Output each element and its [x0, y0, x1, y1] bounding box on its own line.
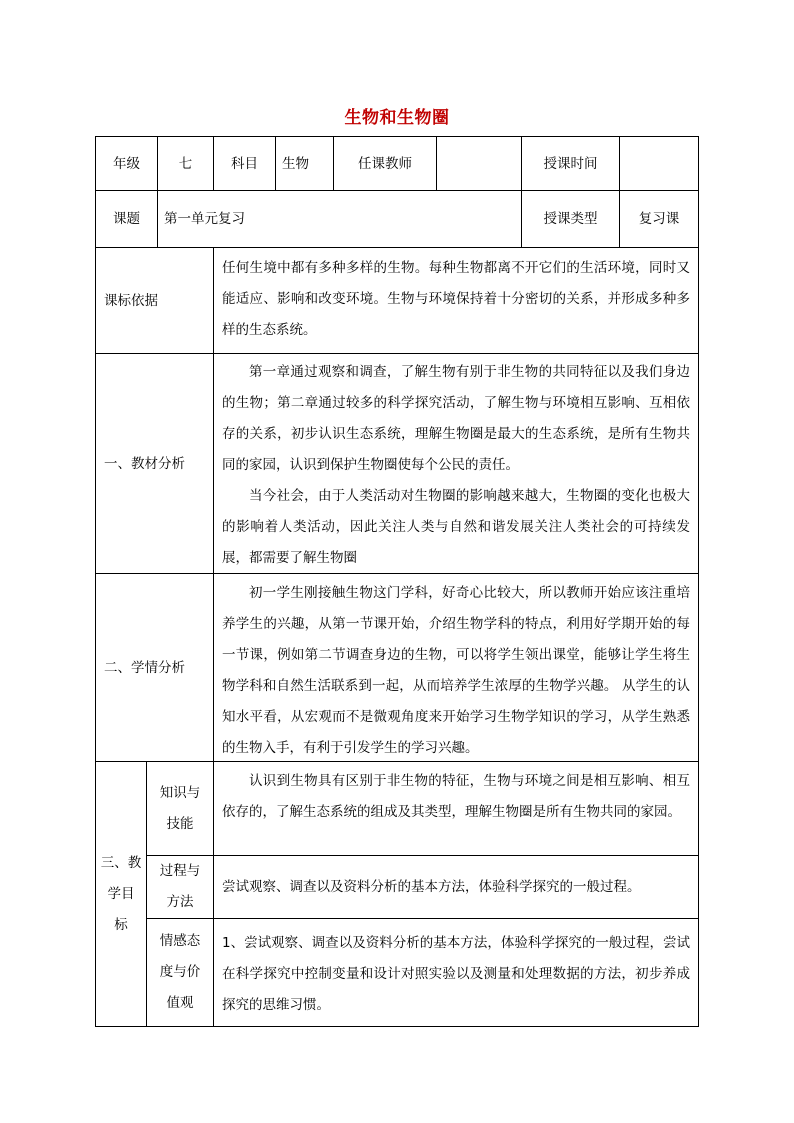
standard-text: 任何生境中都有多种多样的生物。每种生物都离不开它们的生活环境，同时又能适应、影响和改变环境。生物与环境保持着十分密切的关系，并形成多种多样的生态系统。	[222, 260, 690, 338]
teacher-value	[436, 136, 522, 191]
process-text: 尝试观察、调查以及资料分析的基本方法，体验科学探究的一般过程。	[222, 879, 641, 895]
emotion-label-line-2: 度与价	[159, 964, 201, 980]
material-paragraph-1: 第一章通过观察和调查，了解生物有别于非生物的共同特征以及我们身边的生物；第二章通过较多的科学探究活动，了解生物与环境相互影响、互相依存的关系，初步认识生态系统，理解生物圈是最大的生态系统，是所有生物共同的家园，认识到保护生物圈使每个公民的责任。	[222, 364, 690, 473]
time-label: 授课时间	[521, 136, 620, 191]
time-value	[619, 136, 699, 191]
emotion-label-line-3: 值观	[166, 995, 194, 1011]
material-paragraph-2: 当今社会，由于人类活动对生物圈的影响越来越大，生物圈的变化也极大的影响着人类活动，因此关注人类与自然和谐发展关注人类社会的可持续发展，都需要了解生物圈	[222, 488, 690, 566]
grade-label: 年级	[95, 136, 158, 191]
topic-label: 课题	[95, 190, 158, 248]
goals-label-line-2: 学目	[107, 885, 135, 902]
subject-label: 科目	[213, 136, 276, 191]
goals-label	[95, 761, 147, 1027]
teacher-label: 任课教师	[333, 136, 437, 191]
students-text: 初一学生刚接触生物这门学科，好奇心比较大，所以教师开始应该注重培养学生的兴趣，从第一节课开始，介绍生物学科的特点，利用好学期开始的每一节课，例如第二节调查身边的生物，可以将学生领出课堂，能够让学生将生物学科和自然生活联系到一起，从而培养学生浓厚的生物学兴趣。 从学生的认知水平看，从宏观而不是微观角度来开始学习生物学知识的学习，从学生熟悉的生物入手，有利于引发学生的学习兴趣。	[222, 585, 690, 756]
students-label: 二、学情分析	[95, 573, 214, 762]
process-label-line-1: 过程与	[159, 863, 201, 879]
type-label: 授课类型	[521, 190, 620, 248]
knowledge-label	[146, 761, 214, 856]
goals-label-line-1: 三、教	[100, 854, 142, 871]
process-label-line-2: 方法	[166, 894, 194, 910]
emotion-label	[146, 918, 214, 1027]
page-title: 生物和生物圈	[344, 108, 450, 128]
goals-label-line-3: 标	[114, 916, 128, 933]
topic-value: 第一单元复习	[157, 190, 522, 248]
emotion-label-line-1: 情感态	[159, 933, 201, 949]
type-value: 复习课	[619, 190, 699, 248]
emotion-cell	[213, 918, 699, 1027]
standard-cell	[213, 247, 699, 354]
knowledge-cell	[213, 761, 699, 856]
lesson-plan-table	[95, 136, 699, 1027]
knowledge-text: 认识到生物具有区别于非生物的特征，生物与环境之间是相互影响、相互依存的，了解生态系统的组成及其类型，理解生物圈是所有生物共同的家园。	[222, 773, 690, 820]
process-cell	[213, 855, 699, 919]
knowledge-label-line-2: 技能	[166, 815, 194, 832]
material-label: 一、教材分析	[95, 353, 214, 574]
process-label	[146, 855, 214, 919]
standard-label: 课标依据	[95, 247, 214, 354]
material-cell	[213, 353, 699, 574]
emotion-text: 1、尝试观察、调查以及资料分析的基本方法，体验科学探究的一般过程，尝试在科学探究中控制变量和设计对照实验以及测量和处理数据的方法，初步养成探究的思维习惯。	[222, 935, 690, 1013]
subject-value: 生物	[275, 136, 334, 191]
grade-value: 七	[157, 136, 214, 191]
knowledge-label-line-1: 知识与	[159, 784, 201, 801]
students-cell	[213, 573, 699, 762]
